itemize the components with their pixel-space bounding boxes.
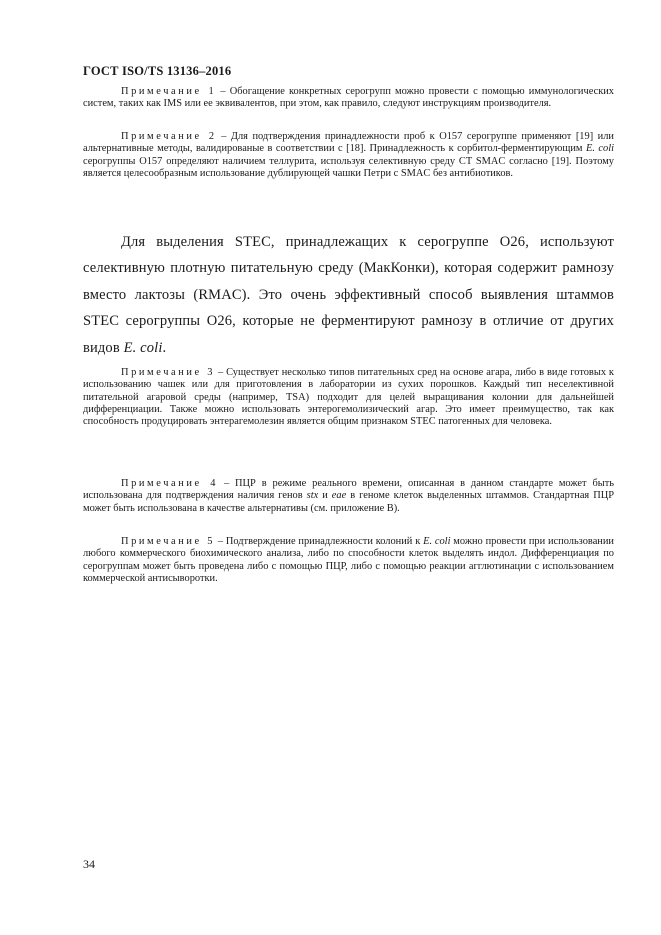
paragraph-text: Для выделения STEC, принадлежащих к серогруппе O26, используют селективную плотную питательную среду (МакКонки), которая содержит рамнозу вместо лактозы (RMAC). Это очень эффективный способ выявления штаммов STEC серогруппы O26, которые не ферментируют рамнозу в отличие от других видов [83,234,614,356]
note-text: можно провести при использовании любого коммерческого биохимического анализа, либо по способности клеток выделять индол. Дифференциация по серогруппам может быть проведена либо с помощью ПЦР, либо с помощью реакции агглютинации с использованием коммерческой антисыворотки. [83,536,614,584]
note-text: – ПЦР в режиме реального времени, описанная в данном стандарте может быть использована для подтверждения наличия генов [83,478,614,502]
note-text: – Для подтверждения принадлежности проб к O157 серогруппе применяют [19] или альтернативные методы, валидированые в соответствии с [18]. Принадлежность к сорбитол-ферментирующим [83,131,614,155]
paragraph-text: . [162,339,167,356]
italic-term: E. coli [123,339,163,356]
note-text: серогруппы O157 определяют наличием теллурита, используя селективную среду CT SMAC согласно [19]. Поэтому является целесообразным использование дублирующей чашки Петри с SMAC без антибиотиков. [83,155,614,179]
note-text: – Существует несколько типов питательных сред на основе агара, либо в виде готовых к использованию чашек или для приготовления в лаборатории из сухих порошков. Каждый тип неселективной питательной агаровой среды (например, TSA) подходит для целей выращивания колонии для дальнейшей дифференциации. Также можно использовать энтерогемолизический агар. Это имеет преимущество, так как способность продуцировать энтерагемолезин является общим признаком STEC патогенных для человека. [83,367,614,428]
note-2 [83,131,614,180]
italic-term: stx [306,490,319,502]
note-label: Примечание 3 [121,367,216,378]
note-text: и [318,490,332,502]
italic-term: E. coli [585,143,614,155]
note-text: – Обогащение конкретных серогрупп можно провести с помощью иммунологических систем, таких как IMS или ее эквивалентов, при этом, как правило, следуют инструкциям производителя. [83,86,614,110]
page-number: 34 [83,857,95,871]
note-3 [83,367,614,428]
note-text: – Подтверждение принадлежности колоний к [215,536,424,547]
note-label: Примечание 4 [121,478,219,489]
note-4 [83,478,614,515]
italic-term: eae [331,490,347,502]
note-5 [83,536,614,585]
note-label: Примечание 2 [121,131,217,142]
main-paragraph [83,229,614,361]
document-header: ГОСТ ISO/TS 13136–2016 [83,64,232,78]
note-label: Примечание 5 [121,536,215,547]
note-1 [83,86,614,111]
note-text: в геноме клеток выделенных штаммов. Стандартная ПЦР может быть использована в качестве альтернативы (см. приложение В). [83,490,614,514]
note-label: Примечание 1 [121,86,217,97]
italic-term: E. coli [423,536,451,547]
